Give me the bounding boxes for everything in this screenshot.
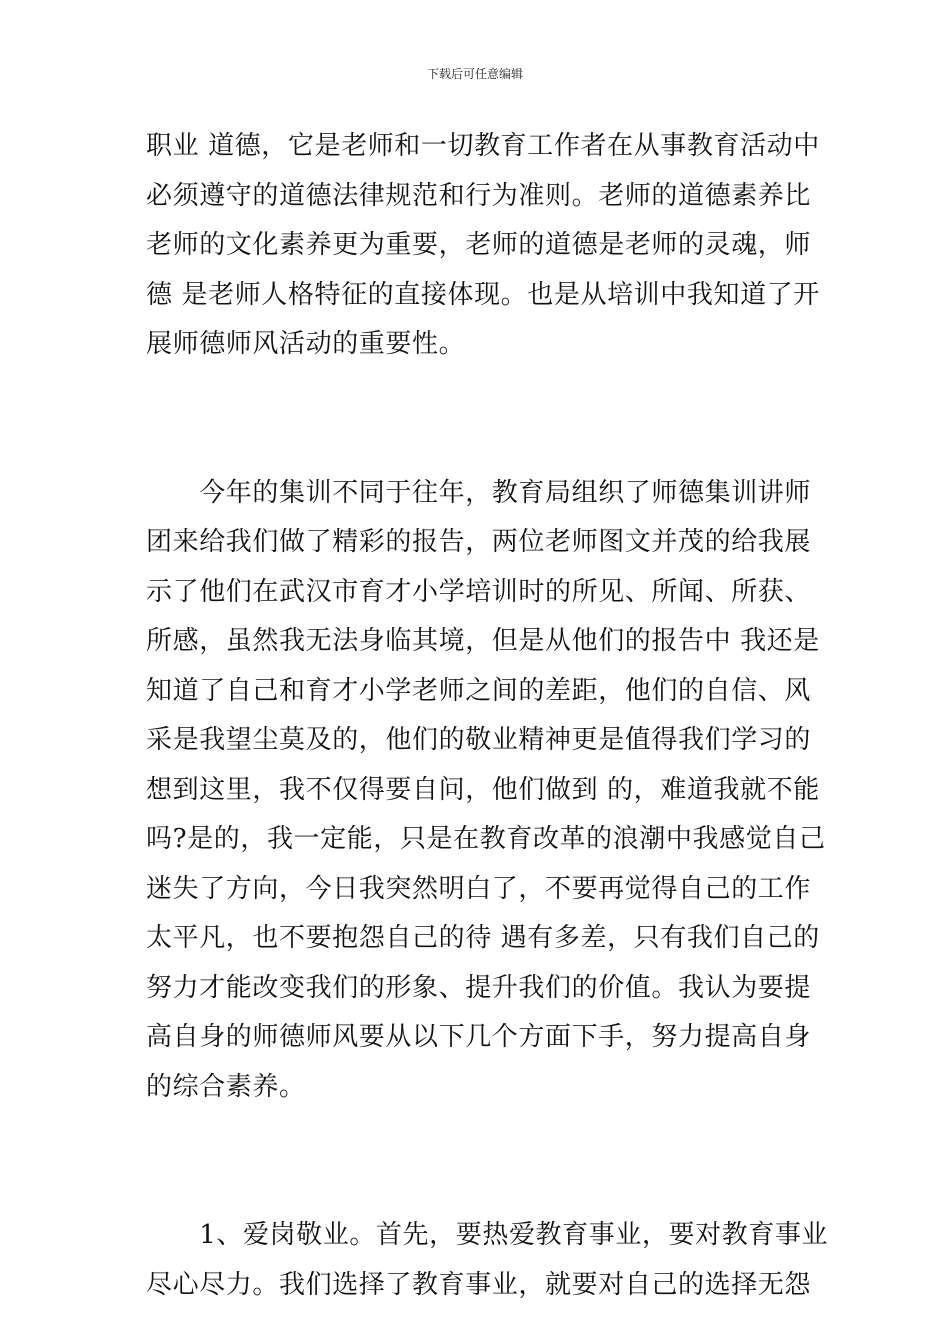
text-line: 太平凡，也不要抱怨自己的待 遇有多差，只有我们自己的 <box>146 923 820 953</box>
text-line: 的综合素养。 <box>146 1071 306 1102</box>
paragraph-1 <box>146 122 818 370</box>
text-line: 今年的集训不同于往年，教育局组织了师德集训讲师 <box>146 477 812 508</box>
page-header-note: 下载后可任意编辑 <box>426 67 523 81</box>
text-line: 示了他们在武汉市育才小学培训时的所见、所闻、所获、 <box>146 576 812 607</box>
text-line: 职业 道德，它是老师和一切教育工作者在从事教育活动中 <box>146 131 820 161</box>
text-line: 团来给我们做了精彩的报告，两位老师图文并茂的给我展 <box>146 527 812 557</box>
text-line: 努力才能改变我们的形象、提升我们的价值。我认为要提 <box>146 972 812 1003</box>
text-line: 想到这里，我不仅得要自问，他们做到 的，难道我就不能 <box>146 774 820 805</box>
text-line: 老师的文化素养更为重要，老师的道德是老师的灵魂，师 <box>146 230 812 260</box>
text-line: 高自身的师德师风要从以下几个方面下手，努力提高自身 <box>146 1022 812 1052</box>
text-line: 尽心尽力。我们选择了教育事业，就要对自己的选择无怨 <box>146 1269 812 1300</box>
text-line: 知道了自己和育才小学老师之间的差距，他们的自信、风 <box>146 675 812 706</box>
paragraph-3 <box>146 1211 829 1310</box>
text-line: 吗?是的，我一定能，只是在教育改革的浪潮中我感觉自己 <box>146 824 826 854</box>
text-line: 展师德师风活动的重要性。 <box>146 329 466 359</box>
text-line: 迷失了方向，今日我突然明白了，不要再觉得自己的工作 <box>146 873 812 904</box>
paragraph-2 <box>146 469 826 1113</box>
text-line: 采是我望尘莫及的，他们的敬业精神更是值得我们学习的 <box>146 725 812 755</box>
paragraph-spacer <box>146 370 818 469</box>
text-line: 德 是老师人格特征的直接体现。也是从培训中我知道了开 <box>146 279 820 310</box>
text-line: 1、爱岗敬业。首先，要热爱教育事业，要对教育事业 <box>146 1220 829 1250</box>
text-line: 所感，虽然我无法身临其境，但是从他们的报告中 我还是 <box>146 626 820 656</box>
document-body <box>146 122 829 1310</box>
paragraph-spacer <box>146 1112 818 1211</box>
text-line: 必须遵守的道德法律规范和行为准则。老师的道德素养比 <box>146 180 812 211</box>
